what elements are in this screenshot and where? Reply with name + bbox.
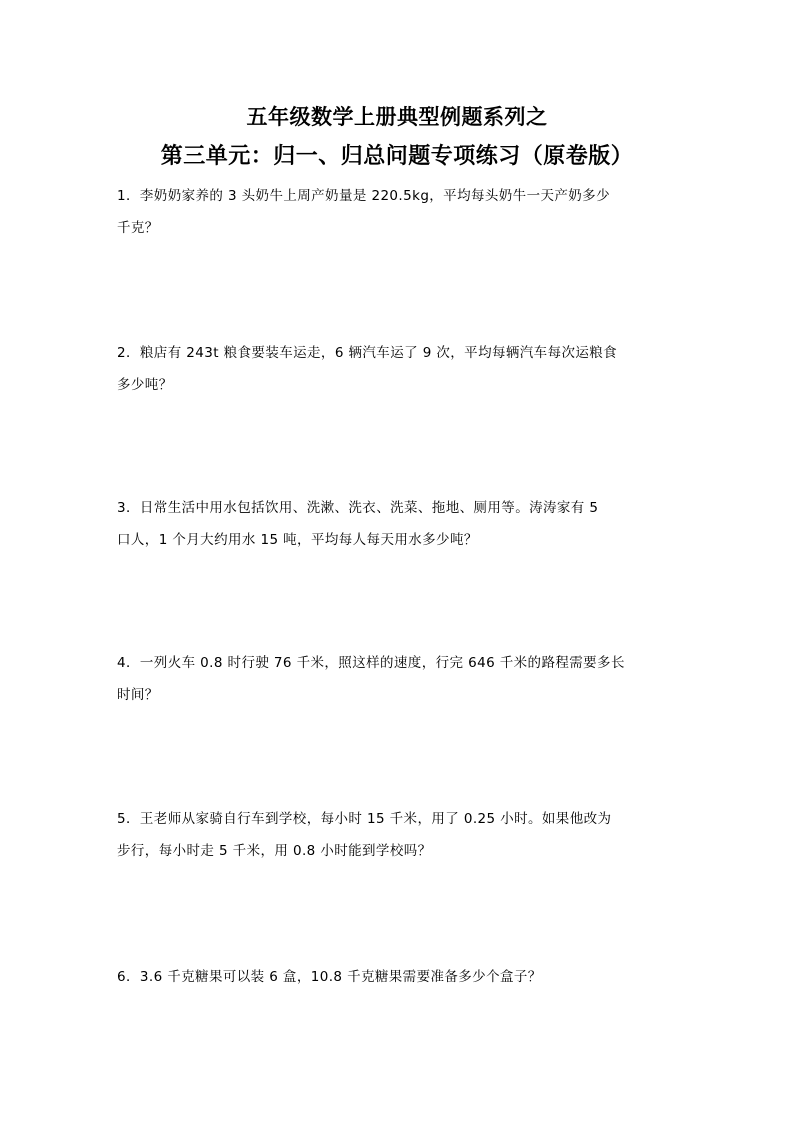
- question-text: 时间？: [117, 687, 159, 703]
- document-subtitle: 第三单元：归一、归总问题专项练习（原卷版）: [160, 144, 634, 169]
- question-text: 步行，每小时走 5 千米，用 0.8 小时能到学校吗？: [117, 843, 432, 859]
- document-title: 五年级数学上册典型例题系列之: [246, 105, 548, 129]
- question-5: [117, 803, 677, 867]
- question-text: 2．粮店有 243t 粮食要装车运走，6 辆汽车运了 9 次，平均每辆汽车每次运粮食: [117, 345, 618, 361]
- question-text: 4．一列火车 0.8 时行驶 76 千米，照这样的速度，行完 646 千米的路程需要多长: [117, 655, 625, 671]
- question-text: 6．3.6 千克糖果可以装 6 盒，10.8 千克糖果需要准备多少个盒子？: [117, 969, 542, 985]
- question-3: [117, 492, 677, 556]
- question-text: 口人，1 个月大约用水 15 吨，平均每人每天用水多少吨？: [117, 532, 478, 548]
- question-4: [117, 647, 677, 711]
- question-text: 5．王老师从家骑自行车到学校，每小时 15 千米，用了 0.25 小时。如果他改为: [117, 811, 612, 827]
- question-text: 1．李奶奶家养的 3 头奶牛上周产奶量是 220.5kg，平均每头奶牛一天产奶多少: [117, 188, 610, 204]
- question-text: 3．日常生活中用水包括饮用、洗漱、洗衣、洗菜、拖地、厕用等。涛涛家有 5: [117, 500, 599, 516]
- question-text: 千克？: [117, 220, 159, 236]
- question-1: [117, 180, 677, 244]
- question-text: 多少吨？: [117, 377, 173, 393]
- question-6: [117, 961, 677, 993]
- question-2: [117, 337, 677, 401]
